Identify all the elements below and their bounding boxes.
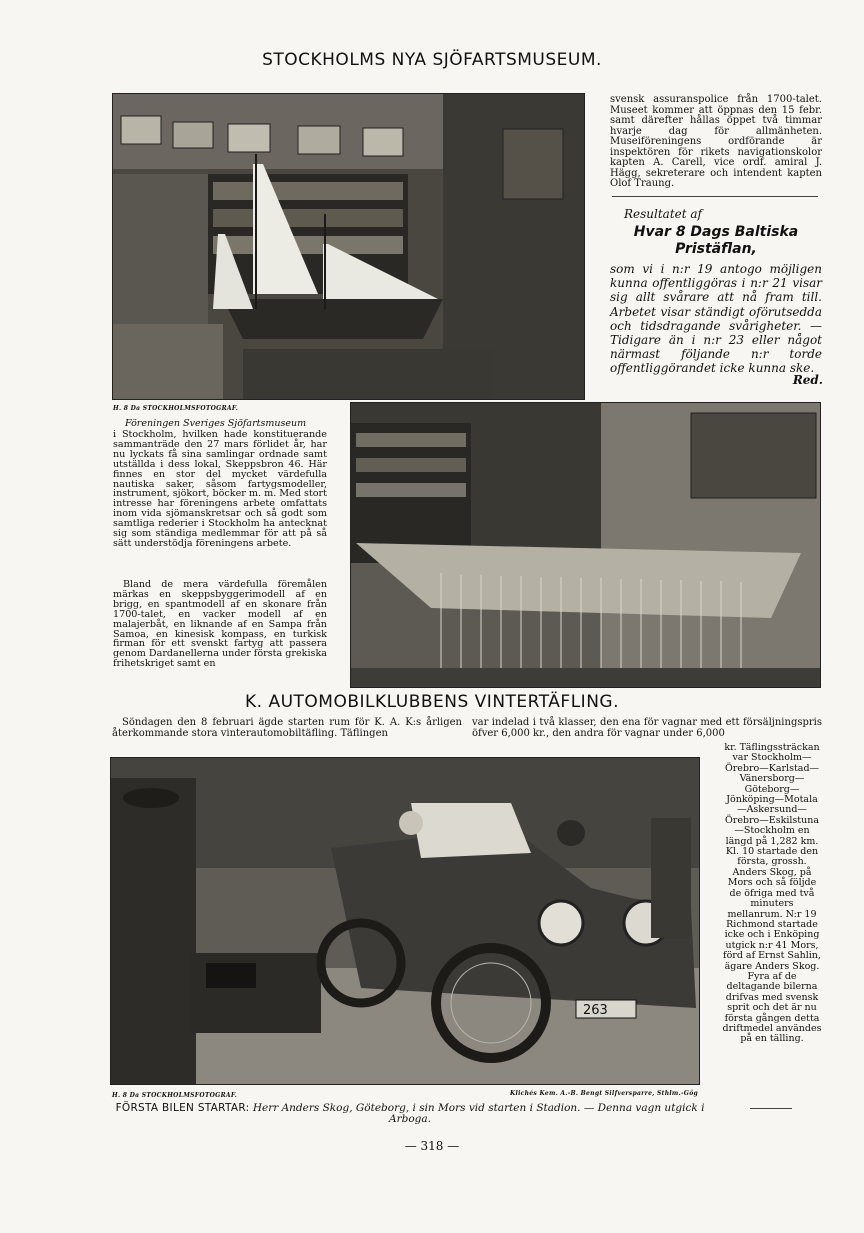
page-number: — 318 —: [404, 1139, 460, 1153]
car-caption: [112, 1103, 708, 1125]
caption-text: Herr Anders Skog, Göteborg, i sin Mors vid starten i Stadion. — Denna vagn utgick i Arboga.: [252, 1102, 705, 1125]
article1-body: i Stockholm, hvilken hade konstituerande sammanträde den 27 mars förlidet år, har nu lyckats få sina samlingar ordnade samt utställda i dess lokal, Skeppsbron 46. Här finnes en stor del mycket värdefulla nautiska saker, såsom fartygsmodeller, instrument, sjökort, böcker m. m. Med stort intresse har föreningens arbete omfattats inom vida sjömanskretsar och så godt som samtliga rederier i Stockholm ha antecknat sig som ständiga medlemmar för att på så sätt understödja föreningens arbete.: [113, 429, 327, 549]
article1-body-2: Bland de mera värdefulla föremålen märkas en skeppsbyggerimodell af en brigg, en spantmodell af en skonare från 1700-talet, en vacker modell af en malajerbåt, en liknande af en Sampa från Samoa, en kinesisk kompass, en turkisk firman för ett svenskt fartyg att passera genom Dardanellerna under första grekiska frihetskriget samt en: [113, 579, 327, 670]
article-title-automobile: K. AUTOMOBILKLUBBENS VINTERTÄFLING.: [245, 692, 619, 712]
notice-body: som vi i n:r 19 antogo möjligen kunna offentliggöras i n:r 21 visar sig allt svårare att nå fram till. Arbetet visar ständigt oförutsedda och tidsdragande svårigheter. — Tidigare än i n:r 23 eller något närmast följande n:r torde offentliggörandet icke kunna ske.: [610, 262, 822, 376]
article1-text-continued: svensk assuranspolice från 1700-talet. Museet kommer att öppnas den 15 febr. samt därefter hållas öppet två timmar hvarje dag för allmänheten. Museiföreningens ordförande är inspektören för rikets navigationskolor kapten A. Carell, vice ordf. amiral J. Hägg, sekreterare och intendent kapten Olof Traung.: [610, 94, 822, 189]
article2-intro-right: var indelad i två klasser, den ena för vagnar med ett försäljningspris öfver 6,000 kr., den andra för vagnar under 6,000: [472, 717, 822, 739]
notice-intro: Resultatet af: [624, 207, 702, 221]
photo-credit-left: H. 8 Da STOCKHOLMSFOTOGRAF.: [112, 1092, 238, 1099]
license-plate: 263: [583, 1003, 608, 1018]
article2-intro-left: Söndagen den 8 februari ägde starten rum för K. A. K:s årligen återkommande stora vinterautomobiltäfling. Täflingen: [112, 717, 462, 739]
notice-heading: Hvar 8 Dags Baltiska Pristäflan,: [633, 224, 799, 257]
article1-intro: Föreningen Sveriges Sjöfartsmuseum: [125, 418, 307, 429]
photo-credit-right: Klichés Kem. A.-B. Bengt Silfversparre, Sthlm.-Gög: [509, 1090, 698, 1097]
photo-museum-ship-model: [112, 93, 585, 400]
article-title-museum: STOCKHOLMS NYA SJÖFARTSMUSEUM.: [262, 50, 602, 70]
photo-car-start: [110, 757, 700, 1085]
divider: [612, 196, 818, 197]
caption-label: FÖRSTA BILEN STARTAR:: [115, 1102, 250, 1114]
divider-small: [750, 1108, 792, 1109]
notice-signature: Red.: [792, 373, 823, 387]
photo-hull-model: [350, 402, 821, 688]
photo-credit: H. 8 Da STOCKHOLMSFOTOGRAF.: [113, 405, 239, 412]
article2-narrow-text: kr. Täflingssträckan var Stockholm—Örebro—Karlstad—Vänersborg—Göteborg—Jönköping—Motala—Askersund—Örebro—Eskilstuna—Stockholm en längd på 1,282 km. Kl. 10 startade den första, grossh. Anders Skog, på Mors och så följde de öfriga med två minuters mellanrum. N:r 19 Richmond startade icke och i Enköping utgick n:r 41 Mors, förd af Ernst Sahlin, ägare Anders Skog. Fyra af de deltagande bilerna drifvas med svensk sprit och det är nu första gången detta driftmedel användes på en tälling.: [722, 742, 822, 1045]
